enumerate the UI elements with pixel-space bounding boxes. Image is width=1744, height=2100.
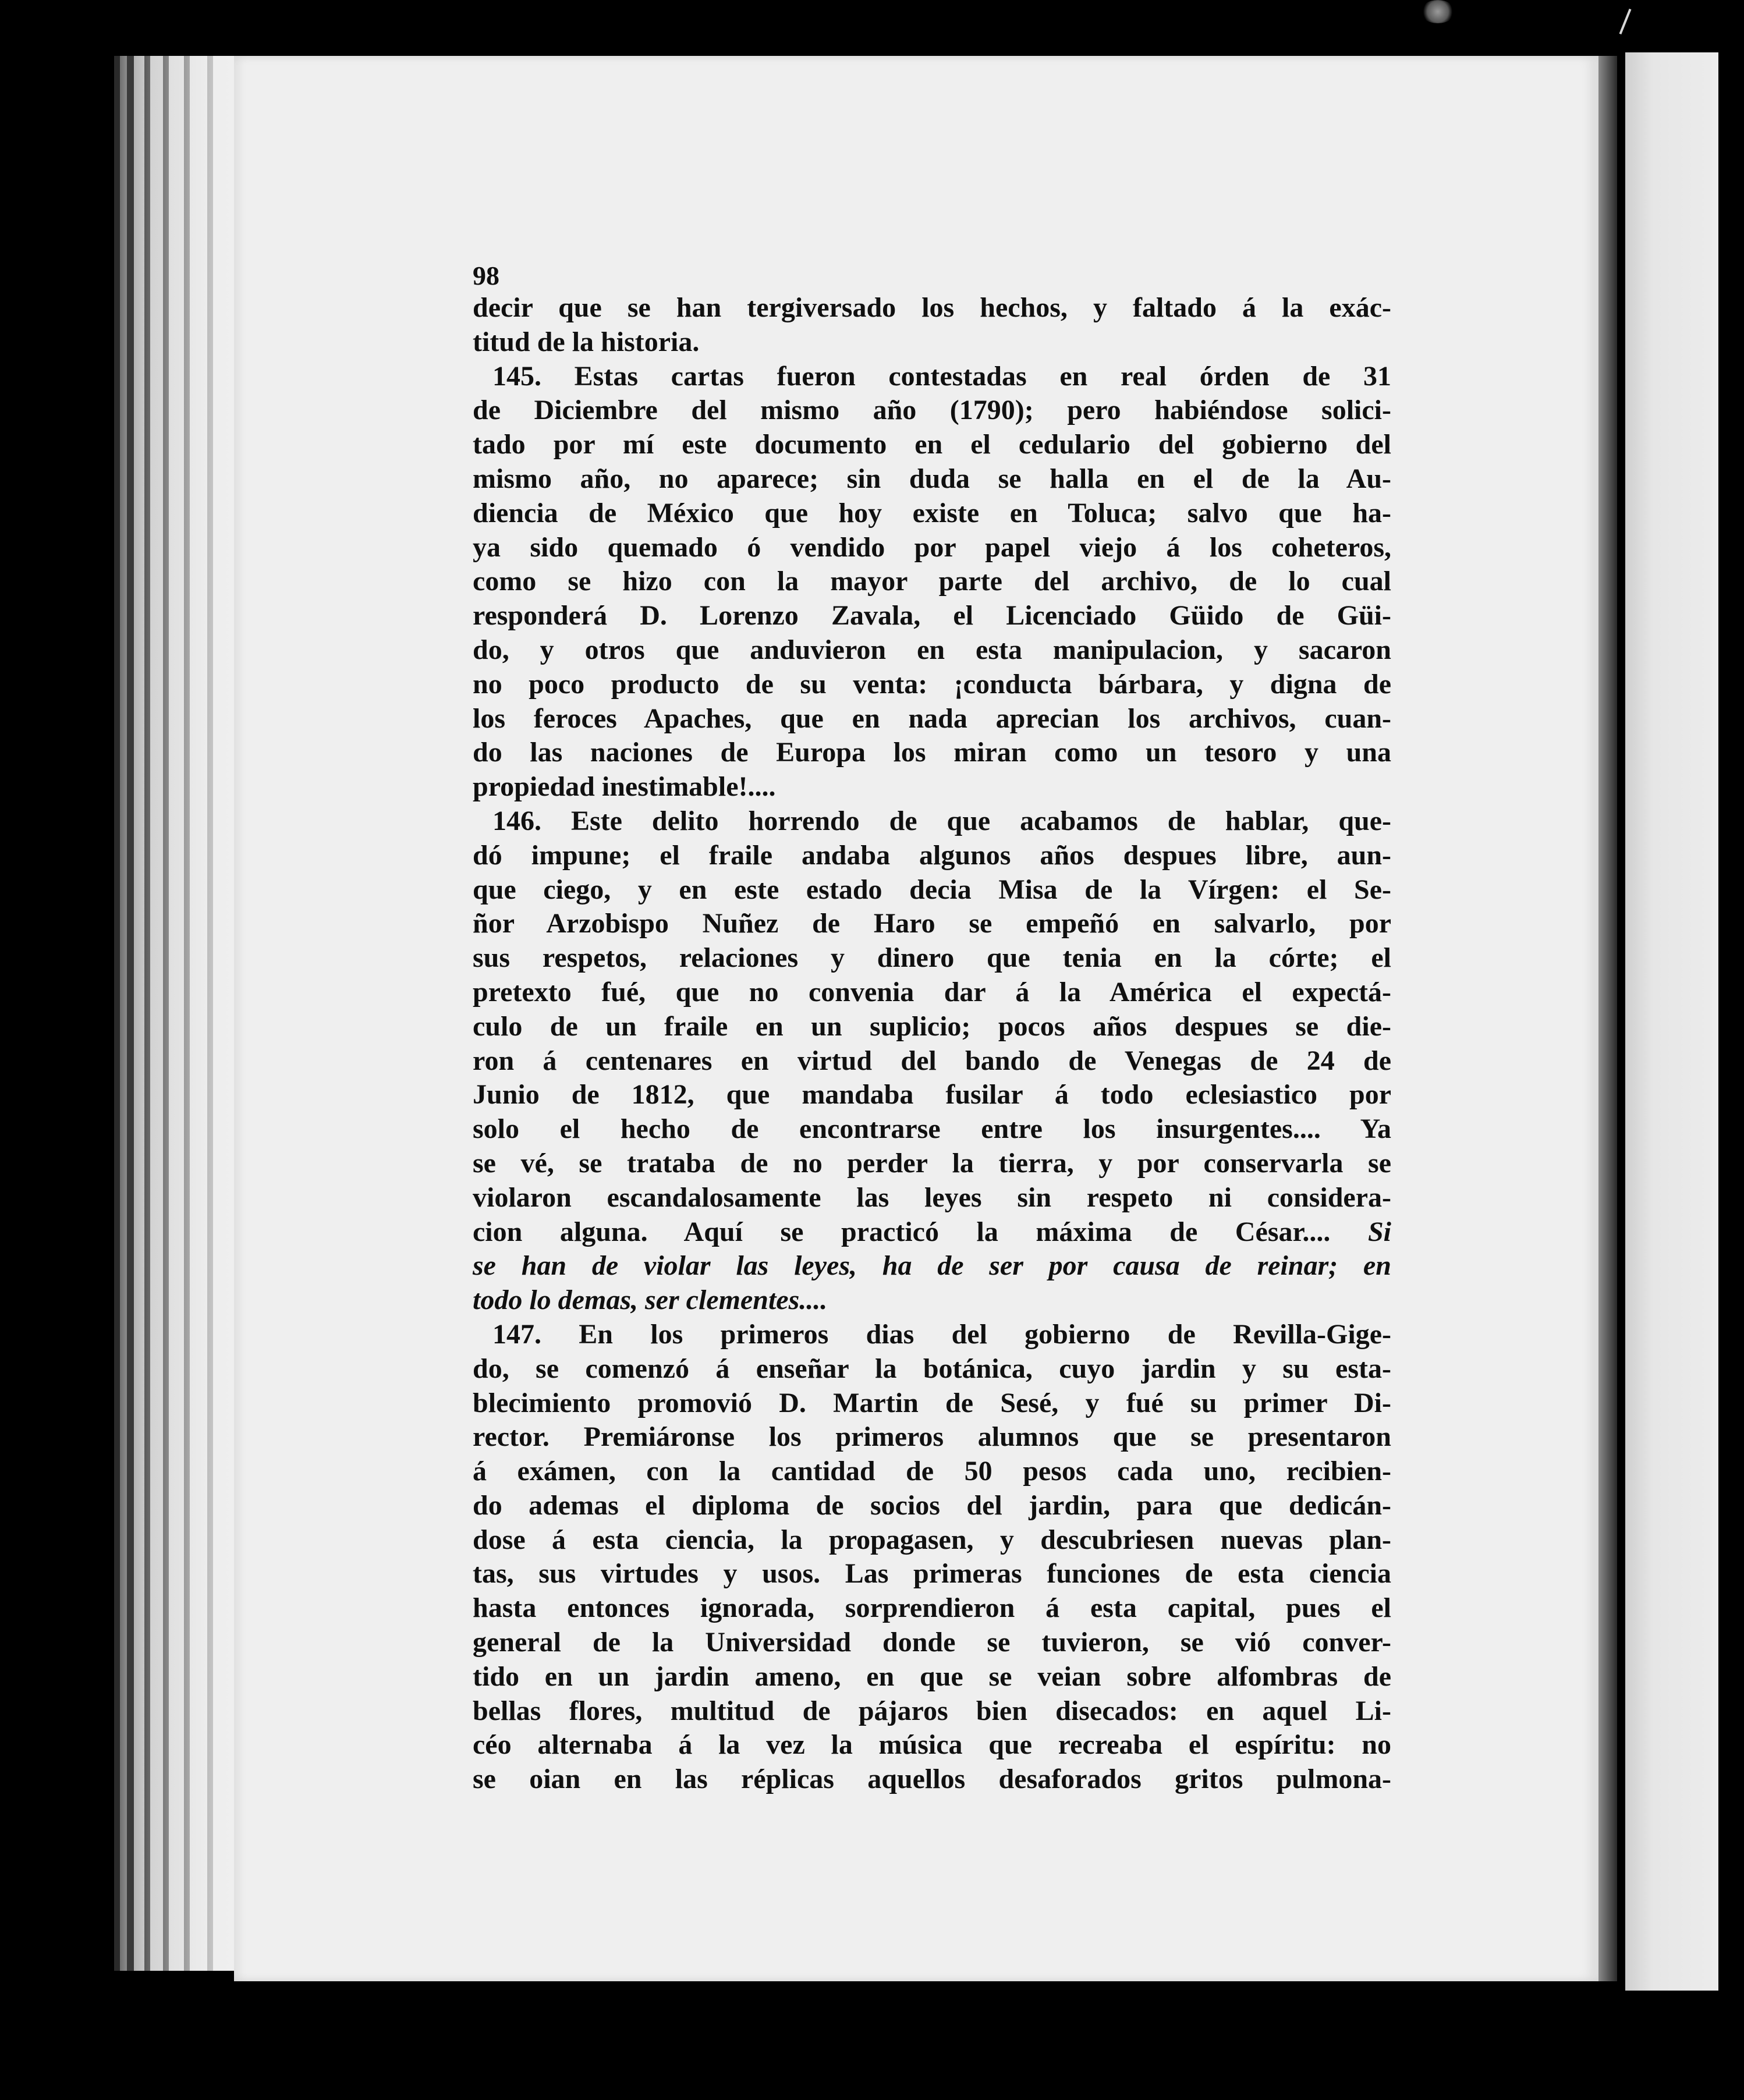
text-line-content: céo alternaba á la vez la música que recreaba el espíritu: no [473, 1729, 1391, 1761]
text-line [473, 1147, 1391, 1181]
text-line [473, 1318, 1391, 1352]
text-line [473, 1283, 1391, 1318]
text-line-content: do ademas el diploma de socios del jardin, para que dedicán- [473, 1489, 1391, 1521]
text-line [473, 1386, 1391, 1421]
text-line-content: titud de la historia. [473, 326, 700, 357]
facing-page-edge [1625, 52, 1718, 1991]
text-line [473, 531, 1391, 565]
text-line [473, 702, 1391, 736]
text-line [473, 360, 1391, 394]
text-line [473, 1420, 1391, 1455]
text-line [473, 1078, 1391, 1112]
text-line-content: rector. Premiáronse los primeros alumnos que se presentaron [473, 1421, 1391, 1453]
text-line-content: propiedad inestimable!.... [473, 771, 776, 803]
text-line-content: dó impune; el fraile andaba algunos años despues libre, aun- [473, 839, 1391, 871]
text-line-content: pretexto fué, que no convenia dar á la América el expectá- [473, 976, 1391, 1008]
text-line-content: tado por mí este documento en el cedulario del gobierno del [473, 429, 1391, 460]
text-line-content: violaron escandalosamente las leyes sin respeto ni considera- [473, 1182, 1391, 1213]
text-line-content: do, se comenzó á enseñar la botánica, cuyo jardin y su esta- [473, 1353, 1391, 1384]
text-line [473, 668, 1391, 702]
text-line-content: 146. Este delito horrendo de que acabamos de hablar, que- [492, 805, 1391, 836]
text-line [473, 873, 1391, 907]
text-line [473, 633, 1391, 668]
text-line [473, 1044, 1391, 1079]
text-line-content: que ciego, y en este estado decia Misa de la Vírgen: el Se- [473, 874, 1391, 905]
text-line [473, 1181, 1391, 1215]
text-line [473, 393, 1391, 428]
text-line-content: se han de violar las leyes, ha de ser por causa de reinar; en [473, 1250, 1391, 1282]
text-line-content: como se hizo con la mayor parte del archivo, de lo cual [473, 566, 1391, 597]
text-line-content: ron á centenares en virtud del bando de Venegas de 24 de [473, 1045, 1391, 1076]
text-line [473, 1523, 1391, 1558]
text-line [473, 1010, 1391, 1044]
text-line [473, 325, 1391, 360]
text-line-content: diencia de México que hoy existe en Toluca; salvo que ha- [473, 497, 1391, 528]
text-line-content: tido en un jardin ameno, en que se veian sobre alfombras de [473, 1661, 1391, 1692]
text-line-content: do, y otros que anduvieron en esta manipulacion, y sacaron [473, 634, 1391, 665]
text-line [473, 839, 1391, 873]
text-line-content: bellas flores, multitud de pájaros bien disecados: en aquel Li- [473, 1695, 1391, 1726]
text-line-content: de Diciembre del mismo año (1790); pero habiéndose solici- [473, 395, 1391, 426]
text-line [473, 1557, 1391, 1591]
text-line-content: no poco producto de su venta: ¡conducta bárbara, y digna de [473, 668, 1391, 700]
text-line [473, 428, 1391, 462]
text-line-content: do las naciones de Europa los miran como un tesoro y una [473, 737, 1391, 768]
text-line [473, 804, 1391, 839]
text-line-content: hasta entonces ignorada, sorprendieron á esta capital, pues el [473, 1592, 1391, 1624]
text-line-content: los feroces Apaches, que en nada aprecian los archivos, cuan- [473, 703, 1391, 734]
text-line [473, 1694, 1391, 1729]
text-line [473, 1455, 1391, 1489]
text-line [473, 907, 1391, 941]
text-line-content: 147. En los primeros dias del gobierno de Revilla-Gige- [492, 1318, 1391, 1350]
text-line [473, 1728, 1391, 1762]
text-line-content: mismo año, no aparece; sin duda se halla en el de la Au- [473, 463, 1391, 494]
text-line-content: solo el hecho de encontrarse entre los insurgentes.... Ya [473, 1113, 1391, 1145]
text-line-content: 145. Estas cartas fueron contestadas en real órden de 31 [492, 360, 1391, 392]
text-line-content: á exámen, con la cantidad de 50 pesos cada uno, recibien- [473, 1456, 1391, 1487]
text-line [473, 1215, 1391, 1250]
text-line [473, 1660, 1391, 1694]
text-line-content: todo lo demas, ser clementes.... [473, 1285, 828, 1316]
text-line-content: decir que se han tergiversado los hechos, y faltado á la exác- [473, 292, 1391, 323]
text-line-content: ñor Arzobispo Nuñez de Haro se empeñó en salvarlo, por [473, 908, 1391, 939]
text-line [473, 496, 1391, 531]
page-text-block [473, 261, 1391, 1797]
text-line [473, 1762, 1391, 1797]
page-number: 98 [473, 261, 499, 290]
text-line-content: ya sido quemado ó vendido por papel viejo á los coheteros, [473, 531, 1391, 563]
text-line [473, 1112, 1391, 1147]
text-line [473, 1489, 1391, 1523]
text-line [473, 462, 1391, 496]
text-line-content: responderá D. Lorenzo Zavala, el Licenciado Güido de Güi- [473, 600, 1391, 632]
scan-mark [1619, 9, 1632, 34]
text-line-content: culo de un fraile en un suplicio; pocos años despues se die- [473, 1010, 1391, 1042]
text-line [473, 1249, 1391, 1283]
text-line [473, 565, 1391, 599]
scan-blemish [1420, 0, 1455, 23]
text-line-content: sus respetos, relaciones y dinero que tenia en la córte; el [473, 942, 1391, 974]
text-line [473, 770, 1391, 804]
text-line [473, 1626, 1391, 1660]
text-line [473, 291, 1391, 325]
text-line [473, 736, 1391, 770]
text-line [473, 1352, 1391, 1386]
text-line-content: cion alguna. Aquí se practicó la máxima de César.... [473, 1216, 1368, 1247]
text-line-content: dose á esta ciencia, la propagasen, y descubriesen nuevas plan- [473, 1524, 1391, 1555]
text-line-content: se oian en las réplicas aquellos desaforados gritos pulmona- [473, 1764, 1391, 1795]
text-line [473, 975, 1391, 1010]
text-line-content: blecimiento promovió D. Martin de Sesé, y fué su primer Di- [473, 1387, 1391, 1418]
text-line-content: Junio de 1812, que mandaba fusilar á todo eclesiastico por [473, 1079, 1391, 1111]
text-lines [473, 291, 1391, 1797]
text-line [473, 941, 1391, 975]
text-line-content: general de la Universidad donde se tuvieron, se vió conver- [473, 1627, 1391, 1658]
text-line [473, 1591, 1391, 1626]
text-line-content: se vé, se trataba de no perder la tierra, y por conservarla se [473, 1147, 1391, 1179]
text-line [473, 599, 1391, 633]
gutter-shadow [1598, 56, 1617, 1981]
text-line-italic-tail: Si [1367, 1216, 1391, 1247]
text-line-content: tas, sus virtudes y usos. Las primeras funciones de esta ciencia [473, 1558, 1391, 1590]
book-page-edges [114, 56, 238, 1971]
